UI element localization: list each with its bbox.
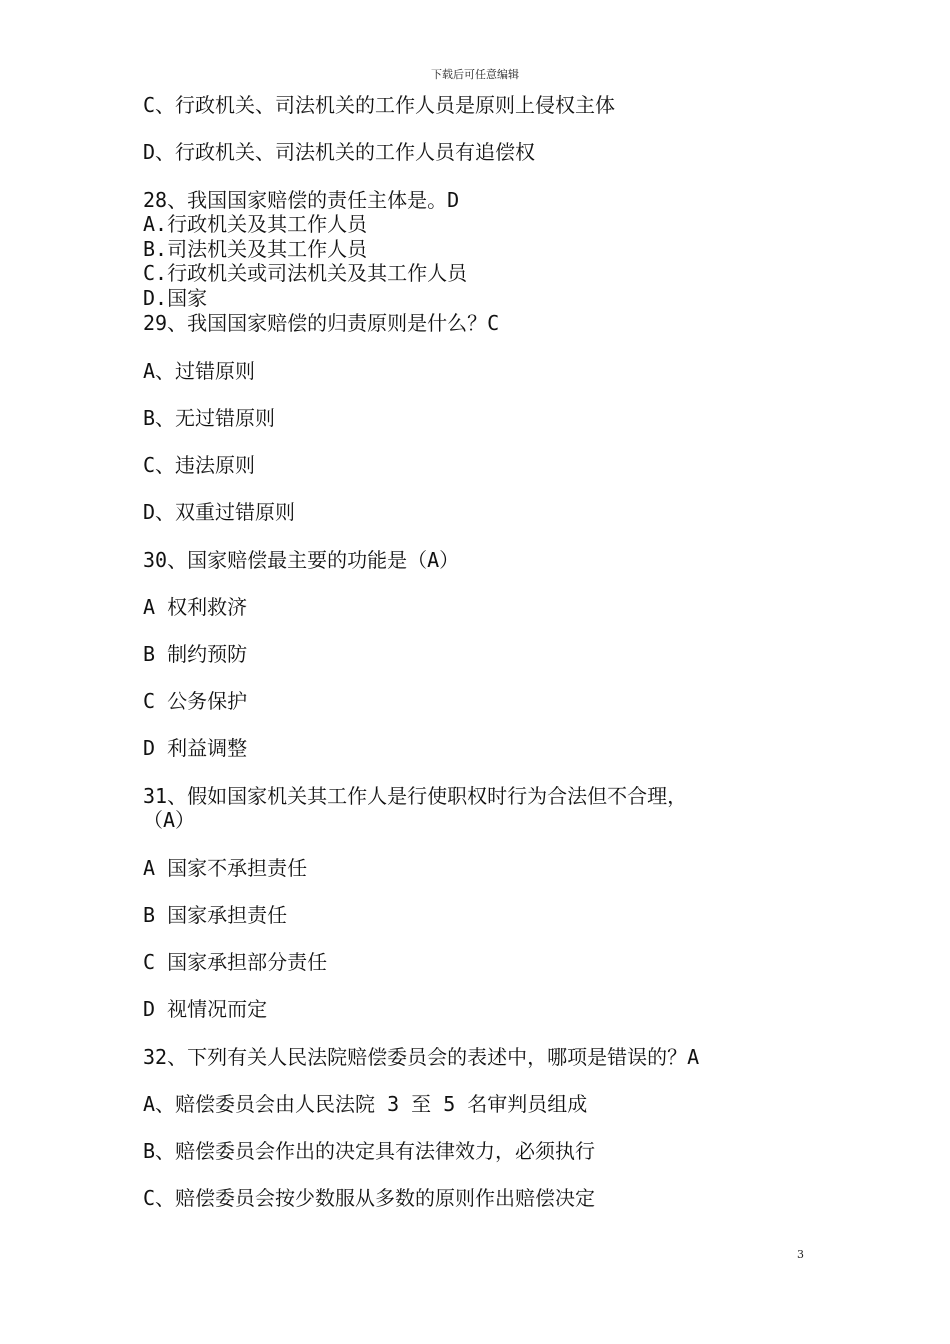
question-28: 28、我国国家赔偿的责任主体是。D bbox=[143, 188, 460, 212]
option-line: A、赔偿委员会由人民法院 3 至 5 名审判员组成 bbox=[143, 1092, 588, 1116]
page-header: 下载后可任意编辑 bbox=[431, 68, 519, 81]
option-line: C、违法原则 bbox=[143, 453, 256, 477]
option-line: B、无过错原则 bbox=[143, 406, 276, 430]
page-number: 3 bbox=[797, 1248, 804, 1261]
option-line: A 权利救济 bbox=[143, 595, 248, 619]
option-line: B、赔偿委员会作出的决定具有法律效力，必须执行 bbox=[143, 1139, 596, 1163]
option-line: A、过错原则 bbox=[143, 359, 256, 383]
option-line: D 视情况而定 bbox=[143, 997, 268, 1021]
question-31-answer: （A） bbox=[143, 808, 196, 832]
option-line: D.国家 bbox=[143, 286, 208, 310]
text-line: D、行政机关、司法机关的工作人员有追偿权 bbox=[143, 140, 536, 164]
option-line: A 国家不承担责任 bbox=[143, 856, 308, 880]
question-30: 30、国家赔偿最主要的功能是（A） bbox=[143, 548, 460, 572]
option-line: B.司法机关及其工作人员 bbox=[143, 237, 368, 261]
option-line: A.行政机关及其工作人员 bbox=[143, 212, 368, 236]
option-line: C、赔偿委员会按少数服从多数的原则作出赔偿决定 bbox=[143, 1186, 596, 1210]
question-29: 29、我国国家赔偿的归责原则是什么？C bbox=[143, 311, 500, 335]
option-line: D、双重过错原则 bbox=[143, 500, 296, 524]
text-line: C、行政机关、司法机关的工作人员是原则上侵权主体 bbox=[143, 93, 616, 117]
option-line: C.行政机关或司法机关及其工作人员 bbox=[143, 261, 468, 285]
option-line: C 国家承担部分责任 bbox=[143, 950, 328, 974]
question-31: 31、假如国家机关其工作人是行使职权时行为合法但不合理， bbox=[143, 784, 688, 808]
option-line: B 国家承担责任 bbox=[143, 903, 288, 927]
option-line: C 公务保护 bbox=[143, 689, 248, 713]
option-line: D 利益调整 bbox=[143, 736, 248, 760]
option-line: B 制约预防 bbox=[143, 642, 248, 666]
question-32: 32、下列有关人民法院赔偿委员会的表述中，哪项是错误的？A bbox=[143, 1045, 700, 1069]
